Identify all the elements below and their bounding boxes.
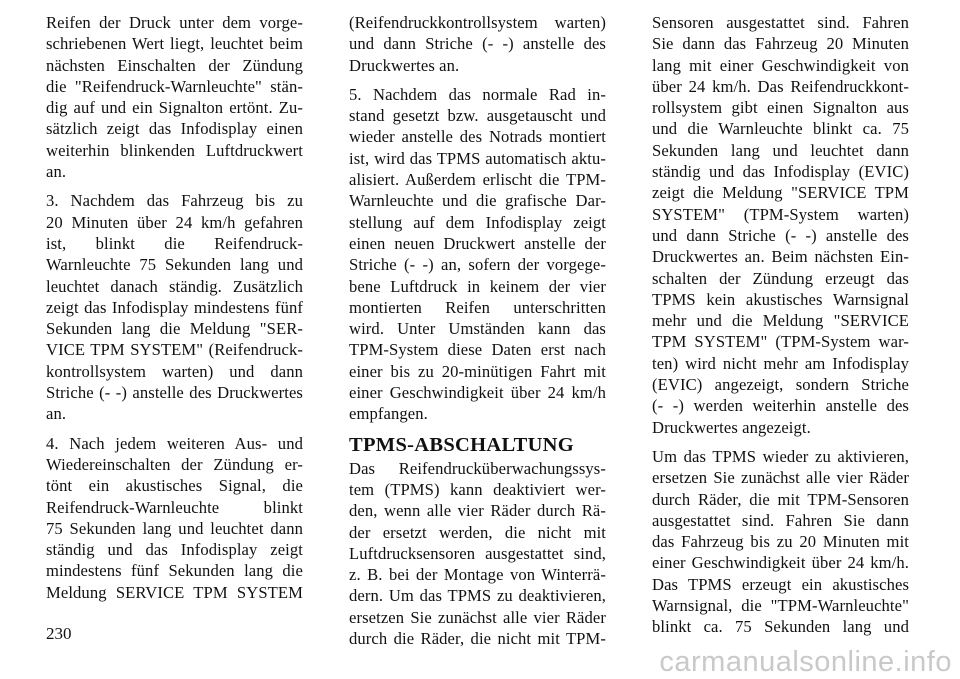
text-line: weiterhin blinkenden Luftdruckwert (46, 140, 303, 160)
site-watermark: carmanualsonline.info (659, 646, 952, 678)
text-line: ten) wird nicht mehr am Infodisplay (652, 353, 909, 373)
text-line: blinkt ca. 75 Sekunden lang und (652, 617, 909, 637)
text-line: nächsten Einschalten der Zündung (46, 55, 303, 75)
text-line: und die Warnleuchte blinkt ca. 75 (652, 119, 909, 139)
text-line: Druckwertes angezeigt. (652, 417, 811, 437)
text-line: ständig und das Infodisplay zeigt (46, 540, 303, 560)
text-line: der ersetzt werden, die nicht mit (349, 522, 606, 542)
text-line: mindestens fünf Sekunden lang die (46, 561, 303, 581)
text-line: Striche (- -) anstelle des Druckwertes (46, 383, 303, 403)
text-line: ersetzen Sie zunächst alle vier Räder (652, 468, 909, 488)
text-line: Sie dann das Fahrzeug 20 Minuten (652, 34, 909, 54)
text-line: bene Luftdruck in keinem der vier (349, 276, 606, 296)
text-line: einer Geschwindigkeit über 24 km/h. (652, 553, 909, 573)
text-line: Druckwertes an. (349, 55, 460, 75)
text-line: Warnleuchte 75 Sekunden lang und (46, 255, 303, 275)
text-line: durch Räder, die mit TPM-Sensoren (652, 489, 909, 509)
text-line: Druckwertes an. Beim nächsten Ein- (652, 247, 909, 267)
text-line: 3. Nachdem das Fahrzeug bis zu (46, 191, 303, 211)
text-line: schriebenen Wert liegt, leuchtet beim (46, 34, 303, 54)
text-line: einer Geschwindigkeit über 24 km/h (349, 383, 606, 403)
paragraph (349, 12, 606, 76)
text-line: dern. Um das TPMS zu deaktivieren, (349, 586, 606, 606)
text-line: durch die Räder, die nicht mit TPM- (349, 629, 606, 649)
text-line: Das TPMS erzeugt ein akustisches (652, 574, 909, 594)
text-line: (Reifendruckkontrollsystem warten) (349, 13, 606, 32)
text-line: Sensoren ausgestattet sind. Fahren (652, 13, 909, 32)
text-line: (EVIC) angezeigt, sondern Striche (652, 375, 909, 395)
text-line: alisiert. Außerdem erlischt die TPM- (349, 170, 606, 190)
text-line: Reifendruck-Warnleuchte blinkt (46, 497, 303, 517)
text-line: Warnsignal, die "TPM-Warnleuchte" (652, 596, 909, 616)
text-line: 75 Sekunden lang und leuchtet dann (46, 518, 303, 538)
text-line: an. (46, 162, 67, 182)
text-line: die "Reifendruck-Warnleuchte" stän- (46, 76, 303, 96)
text-line: Das Reifendrucküberwachungssys- (349, 458, 606, 478)
paragraph (46, 12, 303, 182)
paragraph (652, 12, 909, 438)
text-line: rollsystem gibt einen Signalton aus (652, 98, 909, 118)
text-line: ständig und das Infodisplay (EVIC) (652, 162, 909, 182)
text-line: Reifen der Druck unter dem vorge- (46, 13, 303, 32)
paragraph (349, 458, 606, 650)
text-line: 4. Nach jedem weiteren Aus- und (46, 433, 303, 453)
text-line: TPM-System diese Daten erst nach (349, 340, 606, 360)
text-line: TPM SYSTEM" (TPM-System war- (652, 332, 909, 352)
text-line: ersetzen Sie zunächst alle vier Räder (349, 607, 606, 627)
text-line: lang mit einer Geschwindigkeit von (652, 55, 909, 75)
text-line: mehr und die Meldung "SERVICE (652, 311, 909, 331)
paragraph (46, 190, 303, 424)
text-line: TPMS kein akustisches Warnsignal (652, 289, 909, 309)
text-line: 5. Nachdem das normale Rad in- (349, 84, 606, 104)
text-line: ausgestattet sind. Fahren Sie dann (652, 510, 909, 530)
text-line: das Fahrzeug bis zu 20 Minuten mit (652, 532, 909, 552)
text-line: Wiedereinschalten der Zündung er- (46, 454, 303, 474)
text-line: ist, blinkt die Reifendruck- (46, 233, 303, 253)
text-column-2 (349, 12, 606, 657)
paragraph (652, 446, 909, 638)
text-line: den, wenn alle vier Räder durch Rä- (349, 501, 606, 521)
text-line: zeigt die Meldung "SERVICE TPM (652, 183, 909, 203)
text-line: einer bis zu 20-minütigen Fahrt mit (349, 361, 606, 381)
text-line: Warnleuchte und die grafische Dar- (349, 191, 606, 211)
text-line: Sekunden lang die Meldung "SER- (46, 319, 303, 339)
text-line: zeigt das Infodisplay mindestens fünf (46, 297, 303, 317)
text-line: 20 Minuten über 24 km/h gefahren (46, 212, 303, 232)
text-line: über 24 km/h. Das Reifendruckkont- (652, 76, 909, 96)
text-line: tem (TPMS) kann deaktiviert wer- (349, 479, 606, 499)
text-line: z. B. bei der Montage von Winterrä- (349, 565, 606, 585)
text-line: Um das TPMS wieder zu aktivieren, (652, 446, 909, 466)
text-line: und dann Striche (- -) anstelle des (652, 225, 909, 245)
paragraph (349, 84, 606, 425)
text-line: tönt ein akustisches Signal, die (46, 476, 303, 496)
text-line: einen neuen Druckwert anstelle der (349, 233, 606, 253)
section-heading: TPMS-ABSCHALTUNG (349, 433, 575, 456)
text-line: stellung auf dem Infodisplay zeigt (349, 212, 606, 232)
text-column-1 (46, 12, 303, 611)
text-line: leuchtet danach ständig. Zusätzlich (46, 276, 303, 296)
text-line: an. (46, 404, 67, 424)
text-line: wird. Unter Umständen kann das (349, 319, 606, 339)
text-line: SYSTEM" (TPM-System warten) (652, 204, 909, 224)
paragraph (46, 433, 303, 603)
text-column-3 (652, 12, 909, 646)
text-line: Striche (- -) an, sofern der vorgege- (349, 255, 606, 275)
text-line: stand gesetzt bzw. ausgetauscht und (349, 106, 606, 126)
text-line: montierten Reifen unterschritten (349, 297, 606, 317)
text-line: empfangen. (349, 404, 428, 424)
text-line: kontrollsystem warten) und dann (46, 361, 303, 381)
text-line: VICE TPM SYSTEM" (Reifendruck- (46, 340, 303, 360)
text-line: wieder anstelle des Notrads montiert (349, 127, 606, 147)
text-line: sätzlich zeigt das Infodisplay einen (46, 119, 303, 139)
text-line: dig auf und ein Signalton ertönt. Zu- (46, 98, 303, 118)
text-line: schalten der Zündung erzeugt das (652, 268, 909, 288)
text-line: Meldung SERVICE TPM SYSTEM (46, 582, 303, 602)
page-number: 230 (46, 624, 72, 643)
text-line: ist, wird das TPMS automatisch aktu- (349, 148, 606, 168)
text-line: und dann Striche (- -) anstelle des (349, 34, 606, 54)
text-line: Luftdrucksensoren ausgestattet sind, (349, 543, 606, 563)
text-line: (- -) werden weiterhin anstelle des (652, 396, 909, 416)
text-line: Sekunden lang und leuchtet dann (652, 140, 909, 160)
